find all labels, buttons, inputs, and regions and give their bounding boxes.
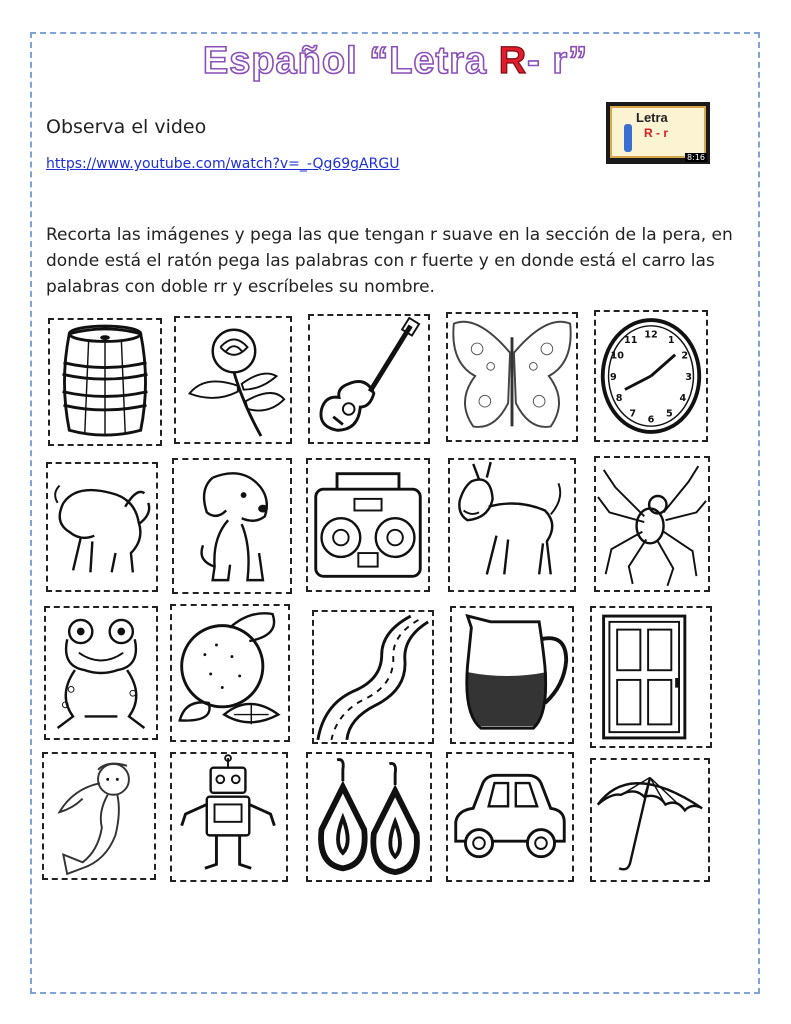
mermaid-card[interactable] xyxy=(42,752,156,880)
svg-text:12: 12 xyxy=(644,329,658,341)
svg-text:11: 11 xyxy=(624,335,638,347)
radio-card[interactable] xyxy=(306,458,430,592)
butterfly-card[interactable] xyxy=(446,312,578,442)
spider-icon xyxy=(596,458,708,590)
svg-text:7: 7 xyxy=(629,408,637,420)
door-icon xyxy=(592,608,710,746)
svg-text:3: 3 xyxy=(685,371,692,383)
title-part2: - r” xyxy=(527,40,589,82)
title-part1: Español “Letra xyxy=(202,40,499,82)
umbrella-card[interactable] xyxy=(590,758,710,882)
dog-card[interactable] xyxy=(172,458,292,594)
rose-card[interactable] xyxy=(174,316,292,444)
dog-icon xyxy=(174,460,290,592)
jug-icon xyxy=(452,608,572,742)
thumbnail-title-line2: R - r xyxy=(644,126,668,140)
bull-icon xyxy=(48,464,156,590)
bull-card[interactable] xyxy=(46,462,158,592)
title-letter: R xyxy=(498,40,528,82)
robot-card[interactable] xyxy=(170,752,288,882)
jug-card[interactable] xyxy=(450,606,574,744)
earrings-card[interactable] xyxy=(306,752,432,882)
door-card[interactable] xyxy=(590,606,712,748)
svg-text:8: 8 xyxy=(615,393,623,405)
car-card[interactable] xyxy=(446,752,574,882)
road-card[interactable] xyxy=(312,610,434,744)
instructions-text: Recorta las imágenes y pega las que tengan r suave en la sección de la pera, en donde está el ratón pega las palabras con r fuerte y en donde está el carro las palabras con doble rr y escríbeles su nombre. xyxy=(46,225,733,297)
svg-text:5: 5 xyxy=(665,408,673,420)
robot-icon xyxy=(172,754,286,880)
barrel-card[interactable] xyxy=(48,318,162,446)
car-icon xyxy=(448,754,572,880)
donkey-card[interactable] xyxy=(448,458,576,592)
frog-icon xyxy=(46,608,156,738)
svg-text:1: 1 xyxy=(667,335,675,347)
svg-text:2: 2 xyxy=(681,350,689,362)
video-link[interactable]: https://www.youtube.com/watch?v=_-Qg69gARGU xyxy=(46,156,400,172)
svg-text:4: 4 xyxy=(679,393,687,405)
boombox-icon xyxy=(308,460,428,590)
earrings-icon xyxy=(308,754,430,880)
butterfly-icon xyxy=(448,314,576,440)
road-icon xyxy=(314,612,432,742)
page-title xyxy=(0,40,791,83)
spider-card[interactable] xyxy=(594,456,710,592)
donkey-icon xyxy=(450,460,574,590)
clock-icon xyxy=(596,312,706,440)
frog-card[interactable] xyxy=(44,606,158,740)
mermaid-icon xyxy=(44,754,154,878)
orange-icon xyxy=(172,606,288,740)
thumbnail-title-line1: Letra xyxy=(636,110,668,125)
barrel-icon xyxy=(50,320,160,444)
clock-card[interactable] xyxy=(594,310,708,442)
guitar-card[interactable] xyxy=(308,314,430,444)
video-duration: 8:16 xyxy=(687,153,705,162)
video-instruction: Observa el video xyxy=(46,116,207,138)
guitar-icon xyxy=(310,316,428,442)
orange-card[interactable] xyxy=(170,604,290,742)
teacher-figure-icon xyxy=(624,124,632,152)
thumbnail-paper xyxy=(610,106,706,158)
svg-text:6: 6 xyxy=(647,414,655,426)
umbrella-icon xyxy=(592,760,708,880)
video-thumbnail[interactable] xyxy=(606,102,710,164)
rose-icon xyxy=(176,318,290,442)
svg-text:10: 10 xyxy=(610,350,624,362)
svg-text:9: 9 xyxy=(610,371,617,383)
